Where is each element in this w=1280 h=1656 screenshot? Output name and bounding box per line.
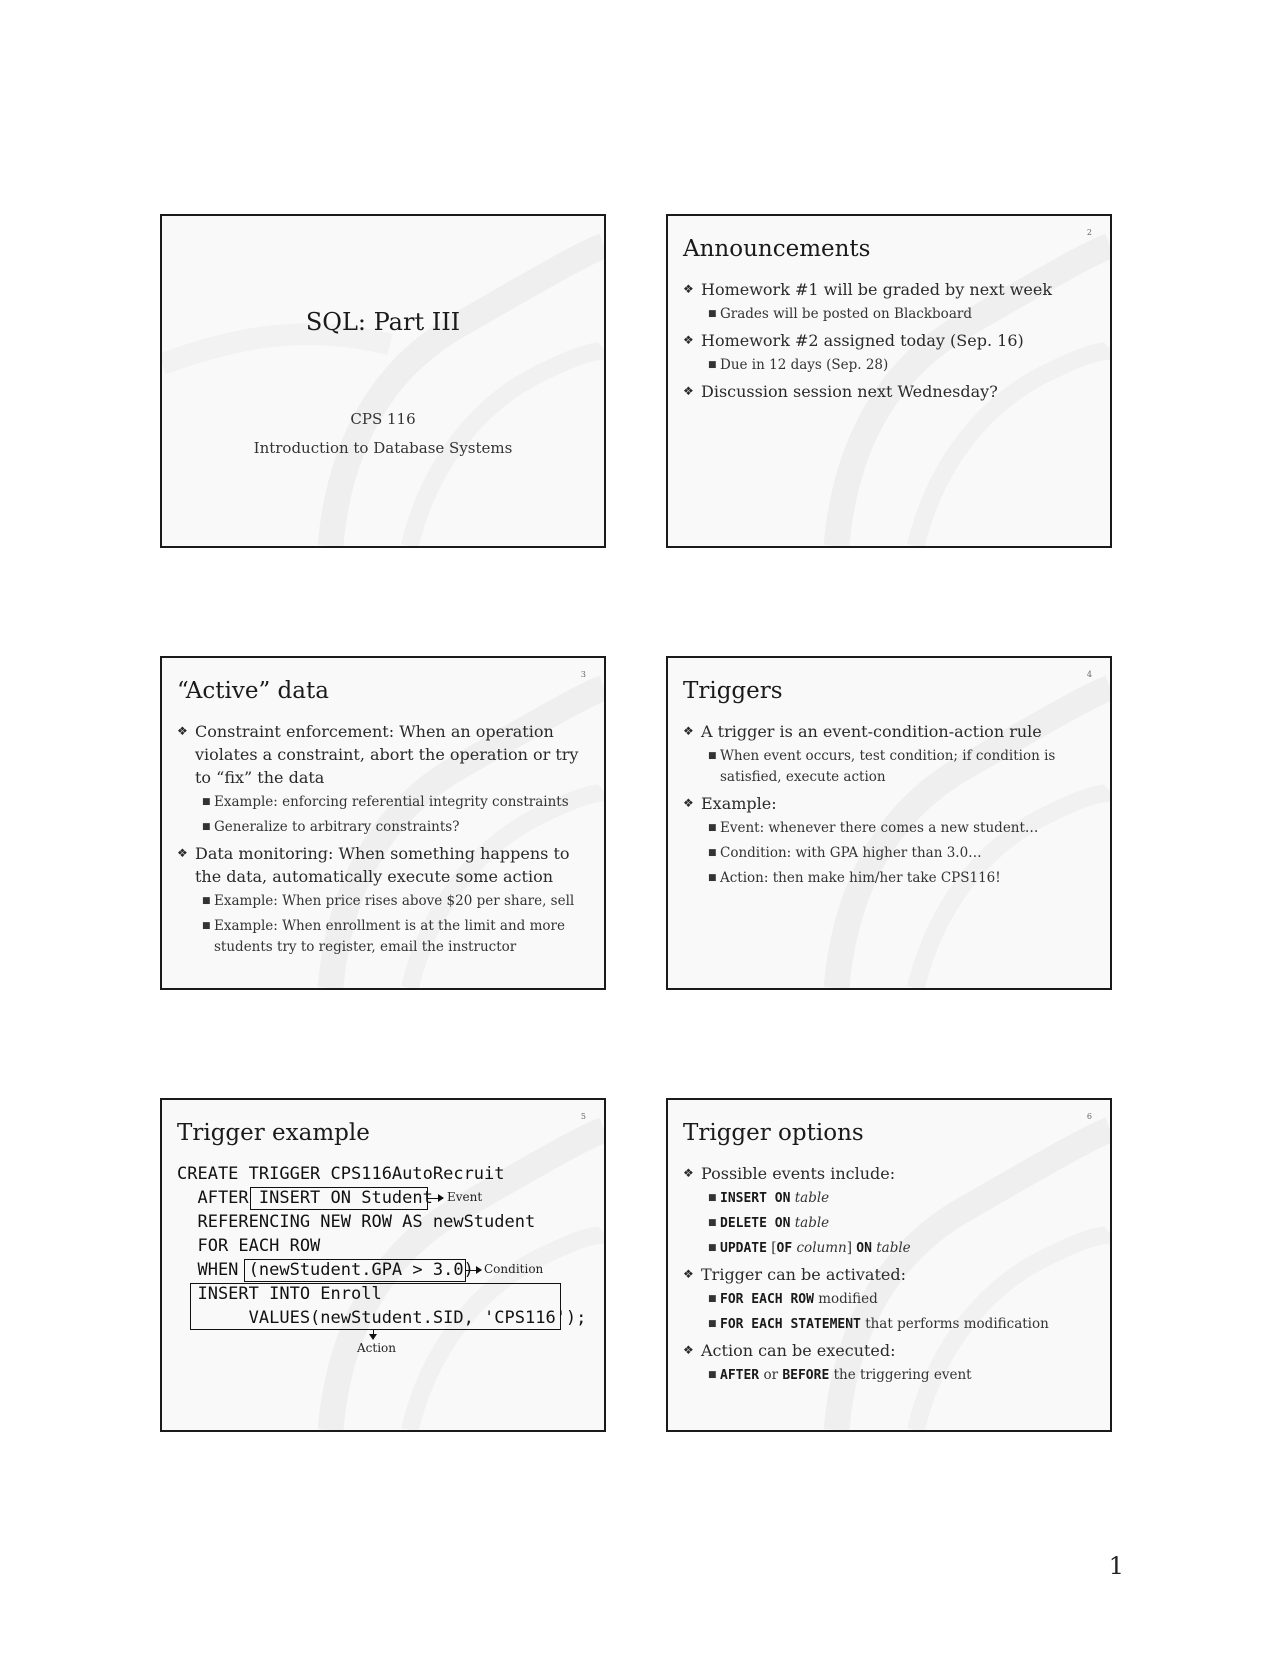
bullet: ❖ Homework #1 will be graded by next week: [683, 280, 1053, 299]
bullet: ❖ Example:: [683, 794, 777, 813]
page-number: 1: [1108, 1552, 1124, 1580]
sub-bullet: ■ FOR EACH STATEMENT that performs modification: [683, 1314, 1100, 1335]
event-highlight-box: [250, 1187, 428, 1210]
code-line: AFTER INSERT ON Student: [177, 1188, 433, 1208]
slide-title: Triggers: [683, 678, 783, 704]
sub-bullet: ■ Example: When price rises above $20 per share, sell: [177, 891, 594, 912]
square-bullet-icon: ■: [708, 751, 717, 761]
sub-bullet: ■ INSERT ON table: [683, 1188, 1100, 1209]
action-label: Action: [357, 1341, 396, 1355]
code-line: INSERT INTO Enroll: [177, 1284, 382, 1304]
square-bullet-icon: ■: [202, 822, 211, 832]
diamond-bullet-icon: ❖: [683, 1343, 694, 1357]
action-arrow: [373, 1329, 374, 1339]
slide-number: 3: [580, 670, 586, 679]
code-line: REFERENCING NEW ROW AS newStudent: [177, 1212, 536, 1232]
square-bullet-icon: ■: [708, 309, 717, 319]
code-line: VALUES(newStudent.SID, 'CPS116');: [177, 1308, 587, 1328]
square-bullet-icon: ■: [202, 797, 211, 807]
slide-3: [160, 656, 606, 990]
diamond-bullet-icon: ❖: [683, 282, 694, 296]
bullet: ❖ Homework #2 assigned today (Sep. 16): [683, 331, 1024, 350]
sub-bullet: ■ DELETE ON table: [683, 1213, 1100, 1234]
square-bullet-icon: ■: [708, 1243, 717, 1253]
square-bullet-icon: ■: [708, 1193, 717, 1203]
sub-bullet: ■ When event occurs, test condition; if condition is satisfied, execute action: [708, 748, 1056, 785]
diamond-bullet-icon: ❖: [683, 796, 694, 810]
slide-6: [666, 1098, 1112, 1432]
diamond-bullet-icon: ❖: [683, 1267, 694, 1281]
slide-number: 6: [1086, 1112, 1092, 1121]
diamond-bullet-icon: ❖: [177, 846, 188, 860]
sub-bullet: ■ Event: whenever there comes a new student…: [683, 818, 1100, 839]
slide-title: Announcements: [683, 236, 871, 262]
course-code: CPS 116: [350, 410, 416, 428]
slide-title: Trigger options: [683, 1120, 864, 1146]
event-label: Event: [447, 1190, 483, 1204]
diamond-bullet-icon: ❖: [683, 384, 694, 398]
slide-title: Trigger example: [177, 1120, 370, 1146]
condition-label: Condition: [484, 1262, 544, 1276]
bullet: ❖ A trigger is an event-condition-action rule: [683, 722, 1042, 741]
action-highlight-box: [190, 1283, 561, 1330]
slide-number: 4: [1086, 670, 1092, 679]
sub-bullet: ■ UPDATE [OF column] ON table: [683, 1238, 1100, 1259]
bullet: ❖ Constraint enforcement: When an operation violates a constraint, abort the operation or try to “fix” the data: [177, 722, 579, 787]
sub-bullet: ■ FOR EACH ROW modified: [683, 1289, 1100, 1310]
slide-number: 5: [580, 1112, 586, 1121]
bullet: ❖ Action can be executed:: [683, 1341, 896, 1360]
square-bullet-icon: ■: [708, 360, 717, 370]
slide-5: [160, 1098, 606, 1432]
slide-number: 2: [1086, 228, 1092, 237]
code-line: FOR EACH ROW: [177, 1236, 321, 1256]
bullet-list: [683, 1162, 1100, 1390]
sub-bullet: ■ Generalize to arbitrary constraints?: [177, 817, 594, 838]
slide-2: [666, 214, 1112, 548]
diamond-bullet-icon: ❖: [683, 1166, 694, 1180]
diamond-bullet-icon: ❖: [683, 333, 694, 347]
bullet-list: [177, 720, 594, 962]
sub-bullet: ■ AFTER or BEFORE the triggering event: [683, 1365, 1100, 1386]
square-bullet-icon: ■: [708, 1370, 717, 1380]
sub-bullet: ■ Grades will be posted on Blackboard: [683, 304, 1100, 325]
sub-bullet: ■ Example: When enrollment is at the limit and more students try to register, email the instructor: [202, 918, 565, 955]
square-bullet-icon: ■: [708, 1218, 717, 1228]
slide-title: SQL: Part III: [305, 308, 461, 336]
slide-background-decoration: [162, 216, 604, 546]
bullet-list: [683, 720, 1100, 893]
slide-1: [160, 214, 606, 548]
event-arrow: [428, 1198, 443, 1199]
square-bullet-icon: ■: [708, 1319, 717, 1329]
bullet: ❖ Possible events include:: [683, 1164, 896, 1183]
square-bullet-icon: ■: [708, 1294, 717, 1304]
condition-highlight-box: [244, 1259, 466, 1282]
square-bullet-icon: ■: [708, 848, 717, 858]
sub-bullet: ■ Condition: with GPA higher than 3.0…: [683, 843, 1100, 864]
course-name: Introduction to Database Systems: [253, 439, 513, 457]
bullet-list: [683, 278, 1100, 406]
bullet: ❖ Data monitoring: When something happens to the data, automatically execute some action: [177, 844, 570, 886]
diamond-bullet-icon: ❖: [177, 724, 188, 738]
sub-bullet: ■ Example: enforcing referential integrity constraints: [177, 792, 594, 813]
square-bullet-icon: ■: [202, 921, 211, 931]
slide-4: [666, 656, 1112, 990]
square-bullet-icon: ■: [708, 823, 717, 833]
slide-title: “Active” data: [177, 678, 329, 704]
square-bullet-icon: ■: [708, 873, 717, 883]
condition-arrow: [466, 1270, 481, 1271]
diamond-bullet-icon: ❖: [683, 724, 694, 738]
code-line: CREATE TRIGGER CPS116AutoRecruit: [177, 1164, 505, 1184]
bullet: ❖ Discussion session next Wednesday?: [683, 382, 998, 401]
sub-bullet: ■ Action: then make him/her take CPS116!: [683, 868, 1100, 889]
square-bullet-icon: ■: [202, 896, 211, 906]
sub-bullet: ■ Due in 12 days (Sep. 28): [683, 355, 1100, 376]
bullet: ❖ Trigger can be activated:: [683, 1265, 906, 1284]
code-line: WHEN (newStudent.GPA > 3.0): [177, 1260, 474, 1280]
